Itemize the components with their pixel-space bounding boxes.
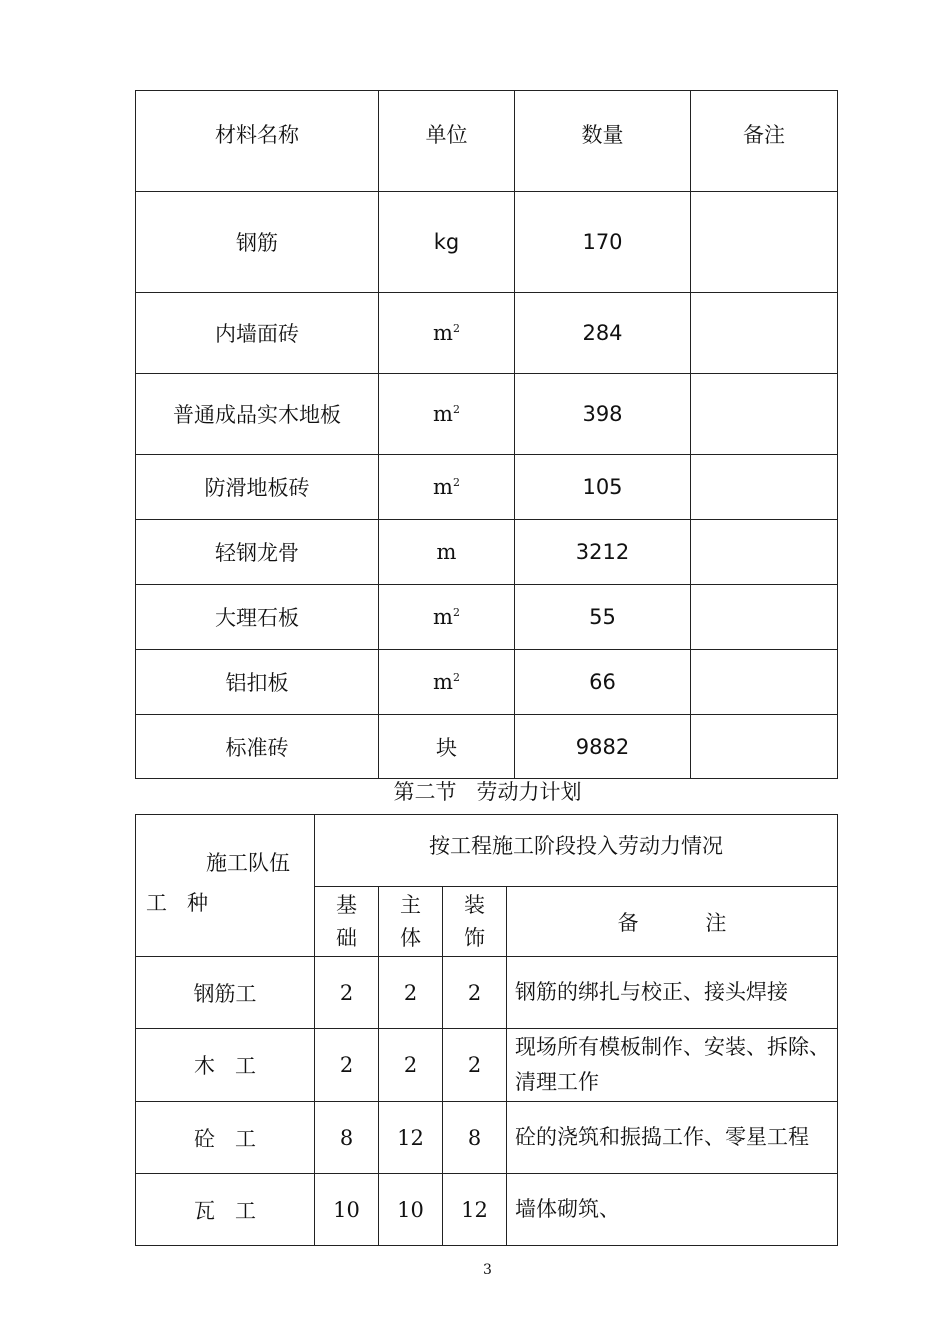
material-note <box>691 455 838 520</box>
material-quantity: 105 <box>515 455 691 520</box>
header-note: 备 注 <box>507 887 838 957</box>
material-quantity: 9882 <box>515 715 691 779</box>
material-unit: m <box>379 520 515 585</box>
count-foundation: 2 <box>315 1029 379 1102</box>
material-note <box>691 715 838 779</box>
count-structure: 12 <box>379 1102 443 1174</box>
table-row <box>136 1029 838 1102</box>
material-unit: $m^2$ <box>379 374 515 455</box>
material-note <box>691 192 838 293</box>
material-quantity: 3212 <box>515 520 691 585</box>
count-structure: 2 <box>379 1029 443 1102</box>
header-unit: 单位 <box>379 91 515 192</box>
material-note <box>691 650 838 715</box>
material-unit: $m^2$ <box>379 293 515 374</box>
table-row <box>136 192 838 293</box>
material-quantity: 398 <box>515 374 691 455</box>
material-quantity: 170 <box>515 192 691 293</box>
trade-note: 钢筋的绑扎与校正、接头焊接 <box>507 957 838 1029</box>
count-foundation: 10 <box>315 1174 379 1246</box>
material-unit: $m^2$ <box>379 650 515 715</box>
table-row <box>136 715 838 779</box>
material-name: 铝扣板 <box>136 650 379 715</box>
header-phase-structure: 主体 <box>379 887 443 957</box>
labor-table <box>135 814 838 1246</box>
trade-note: 砼的浇筑和振捣工作、零星工程 <box>507 1102 838 1174</box>
table-row <box>136 455 838 520</box>
material-quantity: 66 <box>515 650 691 715</box>
trade-name: 木 工 <box>136 1029 315 1102</box>
materials-table <box>135 90 838 779</box>
table-row <box>136 1174 838 1246</box>
material-unit: 块 <box>379 715 515 779</box>
materials-header-row <box>136 91 838 192</box>
table-row <box>136 1102 838 1174</box>
trade-name: 瓦 工 <box>136 1174 315 1246</box>
table-row <box>136 293 838 374</box>
count-structure: 10 <box>379 1174 443 1246</box>
page-number: 3 <box>483 1262 492 1278</box>
table-row <box>136 585 838 650</box>
trade-note: 现场所有模板制作、安装、拆除、清理工作 <box>507 1029 838 1102</box>
count-decoration: 8 <box>443 1102 507 1174</box>
trade-note: 墙体砌筑、 <box>507 1174 838 1246</box>
count-decoration: 2 <box>443 1029 507 1102</box>
count-structure: 2 <box>379 957 443 1029</box>
section-title: 第二节 劳动力计划 <box>393 780 582 804</box>
material-quantity: 55 <box>515 585 691 650</box>
header-remarks: 备注 <box>691 91 838 192</box>
labor-header-row <box>136 815 838 887</box>
trade-name: 钢筋工 <box>136 957 315 1029</box>
header-phase-group: 按工程施工阶段投入劳动力情况 <box>315 815 838 887</box>
material-unit: kg <box>379 192 515 293</box>
material-unit: $m^2$ <box>379 455 515 520</box>
material-note <box>691 293 838 374</box>
material-note <box>691 585 838 650</box>
material-unit: $m^2$ <box>379 585 515 650</box>
trade-name: 砼 工 <box>136 1102 315 1174</box>
corner-label-trade: 工 种 <box>146 891 209 915</box>
table-row <box>136 520 838 585</box>
material-name: 普通成品实木地板 <box>136 374 379 455</box>
header-phase-foundation: 基础 <box>315 887 379 957</box>
header-phase-decoration: 装饰 <box>443 887 507 957</box>
header-material-name: 材料名称 <box>136 91 379 192</box>
header-corner-cell <box>136 815 315 957</box>
table-row <box>136 957 838 1029</box>
material-name: 轻钢龙骨 <box>136 520 379 585</box>
count-decoration: 2 <box>443 957 507 1029</box>
material-name: 大理石板 <box>136 585 379 650</box>
material-name: 钢筋 <box>136 192 379 293</box>
material-note <box>691 520 838 585</box>
material-note <box>691 374 838 455</box>
material-quantity: 284 <box>515 293 691 374</box>
table-row <box>136 374 838 455</box>
material-name: 内墙面砖 <box>136 293 379 374</box>
corner-label-team: 施工队伍 <box>206 851 290 875</box>
count-decoration: 12 <box>443 1174 507 1246</box>
header-quantity: 数量 <box>515 91 691 192</box>
material-name: 防滑地板砖 <box>136 455 379 520</box>
table-row <box>136 650 838 715</box>
count-foundation: 2 <box>315 957 379 1029</box>
material-name: 标准砖 <box>136 715 379 779</box>
count-foundation: 8 <box>315 1102 379 1174</box>
